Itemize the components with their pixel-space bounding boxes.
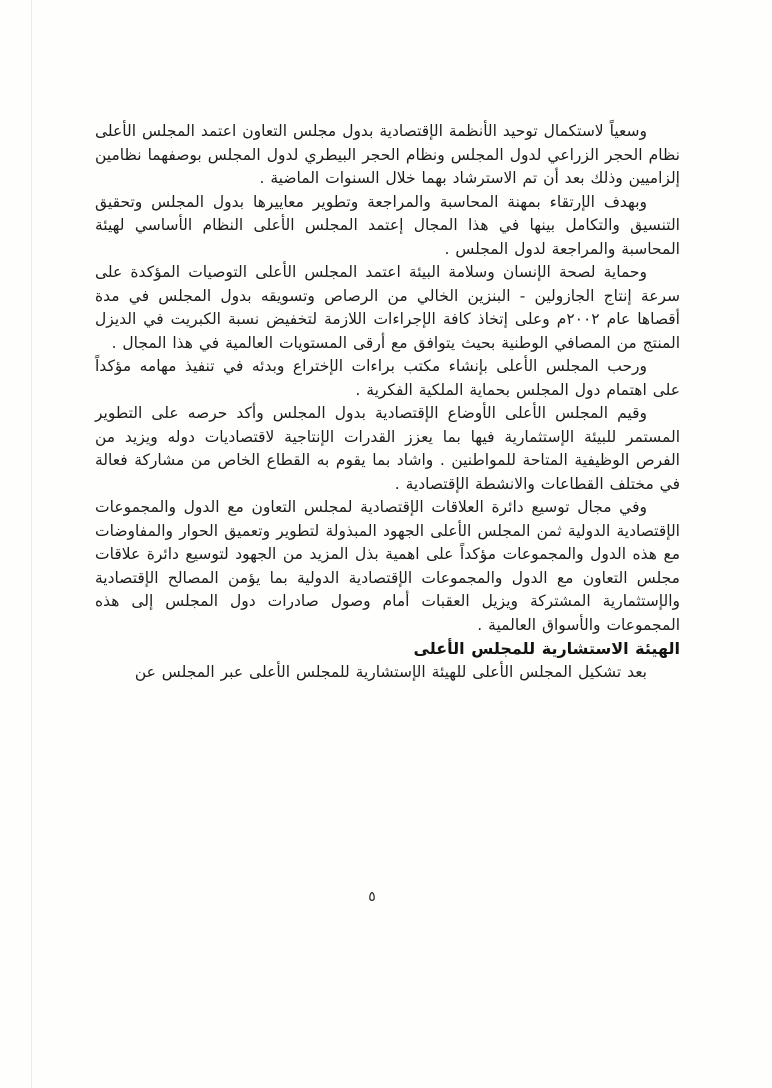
page-number: ٥ xyxy=(368,889,376,905)
section-heading: الهيئة الاستشارية للمجلس الأعلى xyxy=(413,639,680,658)
paragraph: بعد تشكيل المجلس الأعلى للهيئة الإستشارية للمجلس الأعلى عبر المجلس عن xyxy=(134,662,647,681)
paragraph: وحماية لصحة الإنسان وسلامة البيئة اعتمد المجلس الأعلى التوصيات المؤكدة على سرعة إنتاج الجازولين - البنزين الخالي من الرصاص وتسويقه بدول المجلس في مدة أقصاها عام ٢٠٠٢م وعلى إتخاذ كافة الإجراءات اللازمة لتخفيض نسبة الكبريت في الديزل المنتج من المصافي الوطنية بحيث يتوافق مع أرقى المستويات العالمية في هذا المجال . xyxy=(95,263,680,352)
paragraph: وسعياً لاستكمال توحيد الأنظمة الإقتصادية بدول مجلس التعاون اعتمد المجلس الأعلى نظام الحجر الزراعي لدول المجلس ونظام الحجر البيطري لدول المجلس بوصفهما نظامين إلزاميين وذلك بعد أن تم الاسترشاد بهما خلال السنوات الماضية . xyxy=(95,122,680,187)
paragraph: وقيم المجلس الأعلى الأوضاع الإقتصادية بدول المجلس وأكد حرصه على التطوير المستمر للبيئة الإستثمارية فيها بما يعزز القدرات الإنتاجية لاقتصاديات دوله ويزيد من الفرص الوظيفية المتاحة للمواطنين . واشاد بما يقوم به القطاع الخاص من مشاركة فعالة في مختلف القطاعات والانشطة الإقتصادية . xyxy=(95,404,680,493)
paragraph: ورحب المجلس الأعلى بإنشاء مكتب براءات الإختراع وبدئه في تنفيذ مهامه مؤكداً على اهتمام دول المجلس بحماية الملكية الفكرية . xyxy=(95,357,680,399)
scan-edge-line xyxy=(31,0,32,1088)
paragraph: وبهدف الإرتقاء بمهنة المحاسبة والمراجعة وتطوير معاييرها بدول المجلس وتحقيق التنسيق والتكامل بينها في هذا المجال إعتمد المجلس الأعلى النظام الأساسي لهيئة المحاسبة والمراجعة لدول المجلس . xyxy=(95,192,680,258)
document-content xyxy=(95,120,680,684)
paragraph: وفي مجال توسيع دائرة العلاقات الإقتصادية لمجلس التعاون مع الدول والمجموعات الإقتصادية الدولية ثمن المجلس الأعلى الجهود المبذولة لتطوير وتعميق الحوار والمفاوضات مع هذه الدول والمجموعات مؤكداً على اهمية بذل المزيد من الجهود لتوسيع دائرة علاقات مجلس التعاون مع الدول والمجموعات الإقتصادية الدولية بما يؤمن المصالح الإقتصادية والإستثمارية المشتركة ويزيل العقبات أمام وصول صادرات دول المجلس إلى هذه المجموعات والأسواق العالمية . xyxy=(95,498,680,634)
